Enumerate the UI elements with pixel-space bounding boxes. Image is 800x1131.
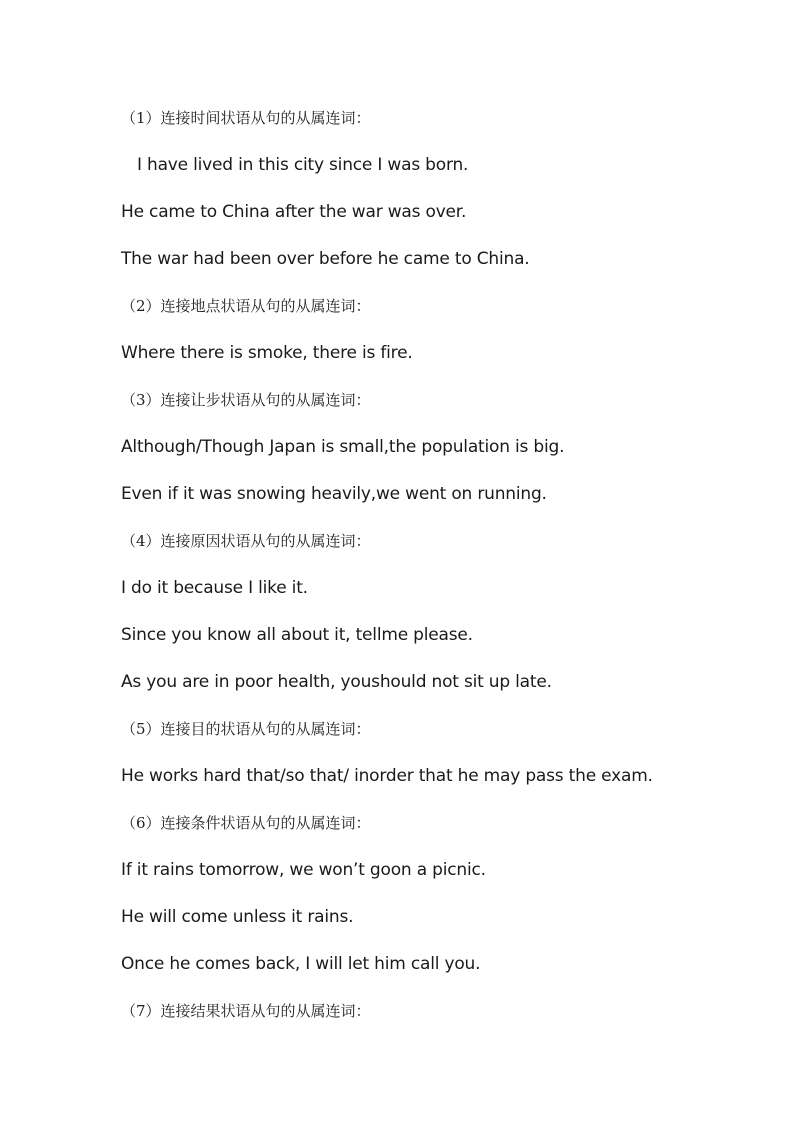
example-sentence: Where there is smoke, there is fire. [121,343,413,363]
example-sentence: I have lived in this city since I was born. [137,155,469,175]
example-sentence: I do it because I like it. [121,578,308,598]
example-sentence: The war had been over before he came to China. [121,249,530,269]
example-sentence: Since you know all about it, tellme please. [121,625,473,645]
section-heading-place: （2）连接地点状语从句的从属连词： [121,297,371,315]
example-sentence: As you are in poor health, youshould not sit up late. [121,672,552,692]
section-heading-result: （7）连接结果状语从句的从属连词： [121,1002,371,1020]
example-sentence: If it rains tomorrow, we won’t goon a picnic. [121,860,486,880]
example-sentence: He will come unless it rains. [121,907,354,927]
section-heading-time: （1）连接时间状语从句的从属连词： [121,109,371,127]
example-sentence: He works hard that/so that/ inorder that he may pass the exam. [121,766,653,786]
example-sentence: He came to China after the war was over. [121,202,467,222]
section-heading-concession: （3）连接让步状语从句的从属连词： [121,391,371,409]
example-sentence: Even if it was snowing heavily,we went on running. [121,484,547,504]
section-heading-condition: （6）连接条件状语从句的从属连词： [121,814,371,832]
section-heading-cause: （4）连接原因状语从句的从属连词： [121,532,371,550]
example-sentence: Although/Though Japan is small,the population is big. [121,437,565,457]
section-heading-purpose: （5）连接目的状语从句的从属连词： [121,720,371,738]
example-sentence: Once he comes back, I will let him call you. [121,954,481,974]
